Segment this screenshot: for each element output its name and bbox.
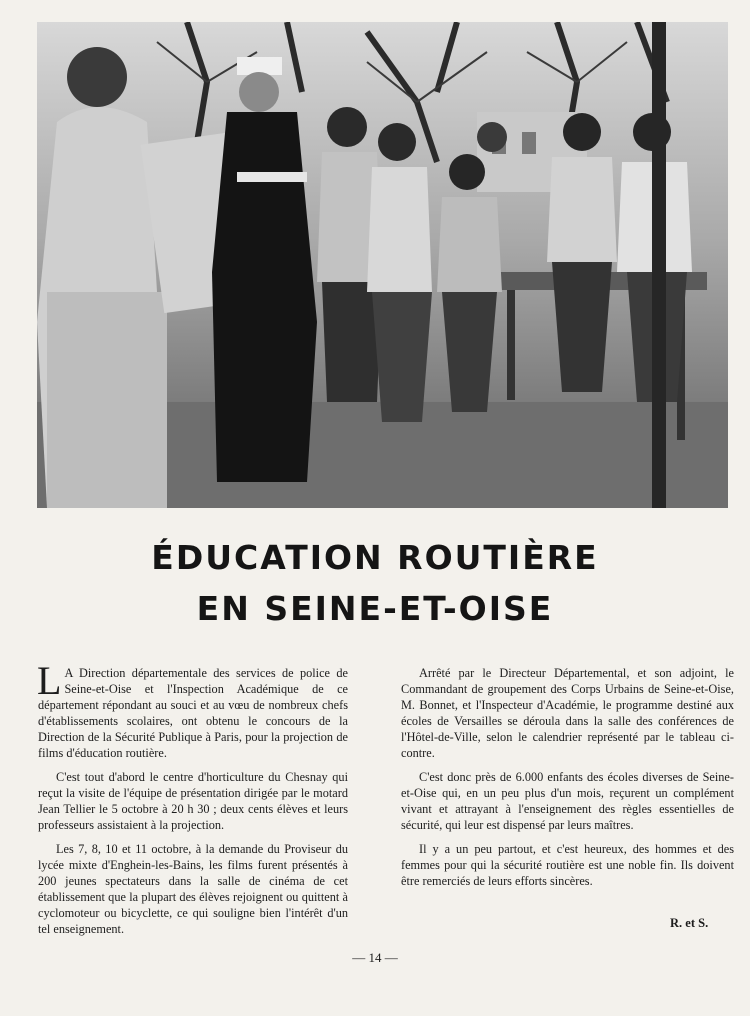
paragraph: C'est tout d'abord le centre d'horticulture du Chesnay qui reçut la visite de l'équipe de présentation dirigée par le motard Jean Tellier le 5 octobre à 20 h 30 ; deux cents élèves et leurs professeurs assistaient à la projection. xyxy=(38,770,348,832)
article-column-left xyxy=(37,658,348,945)
paragraph: Arrêté par le Directeur Départemental, et son adjoint, le Commandant de groupement des Corps Urbains de Seine-et-Oise, M. Bonnet, et l'Inspecteur d'Académie, le programme destiné aux écoles de Versailles se déroula dans la salle des conférences de l'Hôtel-de-Ville, selon le calendrier représenté par le tableau ci-contre. xyxy=(401,666,734,760)
author-signature: R. et S. xyxy=(670,916,709,930)
page-number: — 14 — xyxy=(352,950,398,965)
photo-image xyxy=(37,22,728,508)
article-photo xyxy=(37,22,728,508)
headline-line-2: EN SEINE-ET-OISE xyxy=(196,589,554,628)
drop-cap: L xyxy=(37,658,62,703)
paragraph: C'est donc près de 6.000 enfants des écoles diverses de Seine-et-Oise qui, en un peu plus d'un mois, reçurent un complément vivant et attrayant à l'enseignement des règles essentielles de sécurité, qui leur est dispensé par leurs maîtres. xyxy=(401,770,734,832)
headline-line-1: ÉDUCATION ROUTIÈRE xyxy=(151,538,599,577)
paragraph xyxy=(37,658,348,761)
article-column-right xyxy=(401,665,734,897)
paragraph: Les 7, 8, 10 et 11 octobre, à la demande du Proviseur du lycée mixte d'Enghein-les-Bains, les films furent présentés à 200 jeunes spectateurs dans la salle de cinéma de cet établissement que la plupart des élèves rejoignent ou quittent à cyclomoteur ou bicyclette, ce qui souligne bien l'intérêt d'un tel enseignement. xyxy=(38,842,348,936)
paragraph-text: A Direction départementale des services de police de Seine-et-Oise et l'Inspection Académique de ce département répondant au souci et au vœu de nombreux chefs d'établissements scolaires, ont obtenu le concours de la Direction de la Sécurité Publique à Paris, pour la projection de films d'éducation routière. xyxy=(38,666,348,760)
paragraph: Il y a un peu partout, et c'est heureux, des hommes et des femmes pour qui la sécurité routière est une noble fin. Ils doivent être remerciés de leurs efforts sincères. xyxy=(401,842,734,888)
